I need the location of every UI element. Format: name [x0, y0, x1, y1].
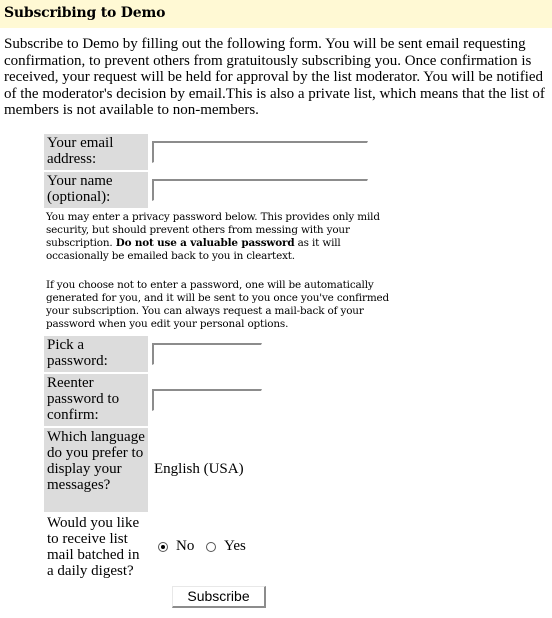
subscribe-button[interactable]: Subscribe: [172, 586, 266, 608]
confirm-password-label: Reenter password to confirm:: [44, 374, 148, 426]
digest-yes-label: Yes: [224, 538, 246, 554]
password-label: Pick a password:: [44, 336, 148, 372]
digest-label: Would you like to receive list mail batched in a daily digest?: [47, 515, 140, 579]
language-label: Which language do you prefer to display your messages?: [44, 428, 148, 512]
privacy-note-text-end: as it will occasionally be emailed back to you in cleartext.: [46, 237, 341, 262]
email-label: Your email address:: [44, 134, 148, 170]
page-title: Subscribing to Demo: [4, 5, 166, 21]
language-value: English (USA): [154, 461, 244, 477]
privacy-note-text: You may enter a privacy password below. This provides only mild security, but should prevent others from messing with your subscription.: [46, 211, 380, 249]
digest-yes-radio[interactable]: [206, 542, 216, 552]
privacy-warning: Do not use a valuable password: [115, 237, 295, 249]
name-label: Your name (optional):: [44, 172, 148, 208]
name-field[interactable]: [152, 179, 368, 201]
password-field[interactable]: [152, 343, 262, 365]
privacy-note: [46, 211, 396, 263]
intro-paragraph: Subscribe to Demo by filling out the following form. You will be sent email requesting confirmation, to prevent others from gratuitously subscribing you. Once confirmation is received, your request will be held for approval by the list moderator. You will be notified of the moderator's decision by email.This is also a private list, which means that the list of members is not available to non-members.: [4, 36, 545, 118]
confirm-password-field[interactable]: [152, 389, 262, 411]
digest-no-radio[interactable]: [158, 542, 168, 552]
email-field[interactable]: [152, 141, 368, 163]
page-header: [0, 0, 552, 28]
digest-no-label: No: [176, 538, 195, 554]
password-note: If you choose not to enter a password, one will be automatically generated for you, and it will be sent to you once you've confirmed your subscription. You can always request a mail-back of your password when you edit your personal options.: [46, 279, 390, 330]
